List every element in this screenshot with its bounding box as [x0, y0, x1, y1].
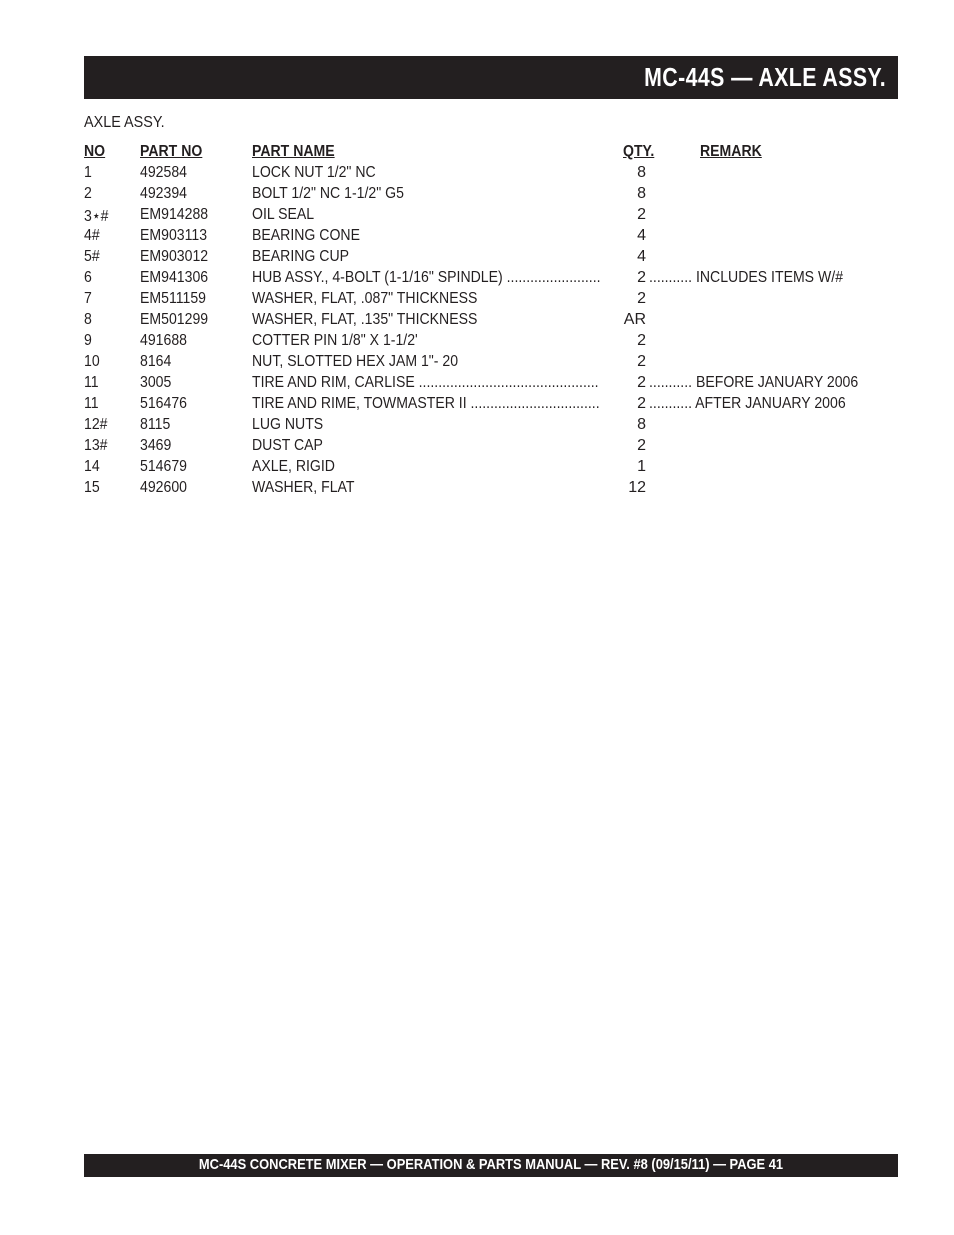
quantity: 1 [637, 458, 646, 475]
part-name: LUG NUTS [252, 416, 324, 433]
part-name: OIL SEAL [252, 206, 315, 223]
part-number: EM501299 [140, 311, 209, 328]
table-row [0, 374, 954, 394]
part-number-index: 3⋆# [84, 208, 109, 225]
part-number-index: 5# [84, 248, 100, 265]
quantity: 4 [637, 248, 646, 265]
part-number: 492584 [140, 164, 187, 181]
part-number-index: 14 [84, 458, 100, 475]
part-number-index: 8 [84, 311, 92, 328]
part-number: EM903012 [140, 248, 209, 265]
part-number-index: 12# [84, 416, 108, 433]
quantity: 8 [637, 416, 646, 433]
part-name: BEARING CONE [252, 227, 360, 244]
part-number-index: 1 [84, 164, 92, 181]
table-header [0, 143, 954, 163]
part-name: DUST CAP [252, 437, 323, 454]
part-number: 492394 [140, 185, 187, 202]
part-number-index: 4# [84, 227, 100, 244]
part-name: WASHER, FLAT, .087" THICKNESS [252, 290, 478, 307]
footer-bar [84, 1154, 898, 1177]
table-row [0, 227, 954, 247]
part-number-index: 9 [84, 332, 92, 349]
quantity: 8 [637, 185, 646, 202]
quantity: 2 [637, 269, 646, 286]
table-row [0, 311, 954, 331]
table-row [0, 290, 954, 310]
quantity: 2 [637, 374, 646, 391]
part-number: 3005 [140, 374, 172, 391]
part-number-index: 7 [84, 290, 92, 307]
part-name: LOCK NUT 1/2" NC [252, 164, 376, 181]
part-name: BEARING CUP [252, 248, 350, 265]
part-number-index: 13# [84, 437, 108, 454]
quantity: AR [623, 311, 646, 328]
part-name: COTTER PIN 1/8" X 1-1/2' [252, 332, 418, 349]
part-number: 3469 [140, 437, 172, 454]
part-name: WASHER, FLAT, .135" THICKNESS [252, 311, 478, 328]
remark: ........... BEFORE JANUARY 2006 [649, 374, 859, 391]
remark: ........... INCLUDES ITEMS W/# [649, 269, 844, 286]
quantity: 8 [637, 164, 646, 181]
page-title: MC-44S — AXLE ASSY. [644, 62, 886, 92]
part-number: 8115 [140, 416, 171, 433]
quantity: 2 [637, 437, 646, 454]
part-name: NUT, SLOTTED HEX JAM 1"- 20 [252, 353, 459, 370]
part-number-index: 11 [84, 374, 99, 391]
remark: ........... AFTER JANUARY 2006 [649, 395, 846, 412]
table-row [0, 332, 954, 352]
part-number-index: 10 [84, 353, 100, 370]
part-number: 514679 [140, 458, 187, 475]
column-header-qty: QTY. [623, 143, 655, 160]
part-number: EM511159 [140, 290, 207, 307]
part-name: TIRE AND RIME, TOWMASTER II ................................. [252, 395, 600, 412]
quantity: 4 [637, 227, 646, 244]
part-number-index: 2 [84, 185, 92, 202]
table-row [0, 164, 954, 184]
part-number-index: 11 [84, 395, 99, 412]
column-header-part-name: PART NAME [252, 143, 335, 160]
part-name: BOLT 1/2" NC 1-1/2" G5 [252, 185, 404, 202]
table-row [0, 185, 954, 205]
part-number: EM914288 [140, 206, 209, 223]
quantity: 2 [637, 353, 646, 370]
table-row [0, 437, 954, 457]
part-name: TIRE AND RIM, CARLISE .............................................. [252, 374, 599, 391]
table-row [0, 395, 954, 415]
table-row [0, 206, 954, 226]
footer-text: MC-44S CONCRETE MIXER — OPERATION & PARTS MANUAL — REV. #8 (09/15/11) — PAGE 41 [198, 1156, 784, 1173]
table-row [0, 458, 954, 478]
table-row [0, 248, 954, 268]
part-name: AXLE, RIGID [252, 458, 335, 475]
column-header-remark: REMARK [700, 143, 762, 160]
column-header-part-no: PART NO [140, 143, 203, 160]
part-number: EM941306 [140, 269, 209, 286]
section-label: AXLE ASSY. [84, 114, 165, 131]
quantity: 2 [637, 290, 646, 307]
quantity: 2 [637, 332, 646, 349]
quantity: 2 [637, 206, 646, 223]
part-number-index: 6 [84, 269, 92, 286]
table-row [0, 416, 954, 436]
part-number: 492600 [140, 479, 187, 496]
part-number: 8164 [140, 353, 172, 370]
quantity: 2 [637, 395, 646, 412]
table-row [0, 353, 954, 373]
table-row [0, 269, 954, 289]
part-number: 491688 [140, 332, 187, 349]
part-number: 516476 [140, 395, 187, 412]
table-row [0, 479, 954, 499]
part-number-index: 15 [84, 479, 100, 496]
page-title-bar [84, 56, 898, 99]
column-header-no: NO [84, 143, 106, 160]
part-name: WASHER, FLAT [252, 479, 355, 496]
quantity: 12 [628, 479, 646, 496]
part-number: EM903113 [140, 227, 208, 244]
part-name: HUB ASSY., 4-BOLT (1-1/16" SPINDLE) ........................ [252, 269, 601, 286]
